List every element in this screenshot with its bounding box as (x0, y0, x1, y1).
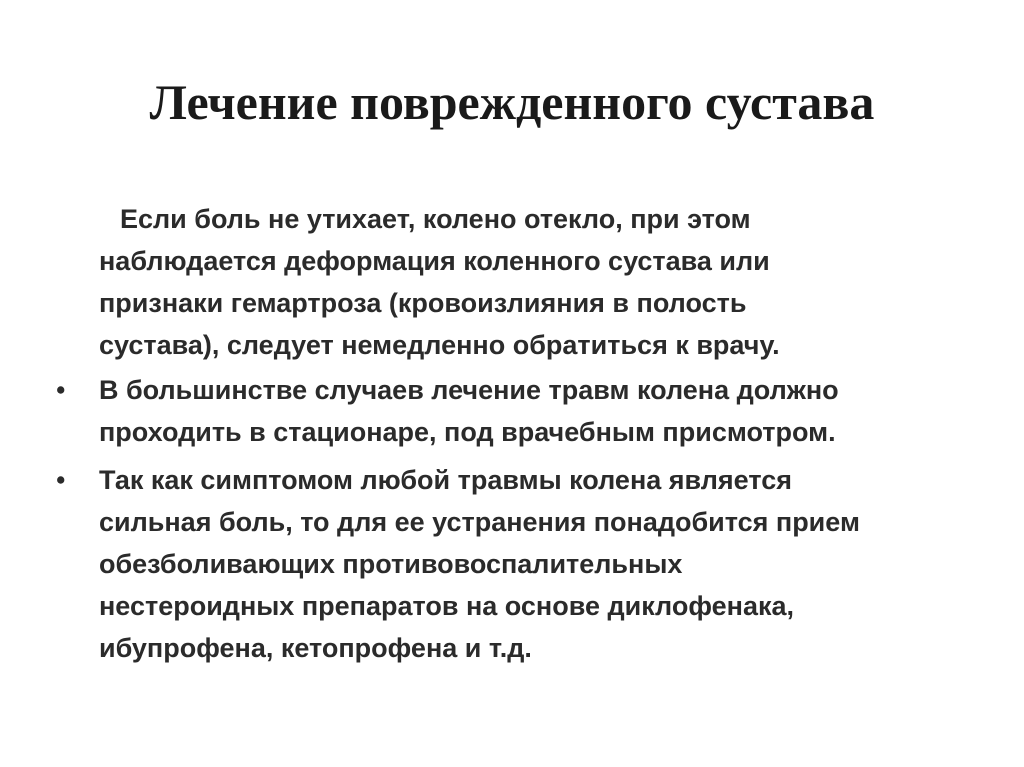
bullet-item (0, 369, 1024, 453)
bullet-line: В большинстве случаев лечение травм колена должно (99, 375, 839, 405)
slide-title: Лечение поврежденного сустава (149, 74, 875, 130)
bullet-line: сильная боль, то для ее устранения понадобится прием (99, 507, 860, 537)
bullet-line: ибупрофена, кетопрофена и т.д. (99, 633, 532, 663)
bullet-item (0, 459, 1024, 669)
bullet-icon: • (56, 465, 66, 495)
intro-line: признаки гемартроза (кровоизлияния в полость (99, 288, 747, 318)
intro-line: Если боль не утихает, колено отекло, при этом (120, 204, 751, 234)
intro-paragraph (0, 198, 1024, 366)
slide-body (0, 198, 1024, 669)
bullet-line: обезболивающих противовоспалительных (99, 549, 683, 579)
bullet-line: нестероидных препаратов на основе диклофенака, (99, 591, 794, 621)
intro-line: наблюдается деформация коленного сустава или (99, 246, 770, 276)
intro-line: сустава), следует немедленно обратиться к врачу. (99, 330, 780, 360)
bullet-line: проходить в стационаре, под врачебным присмотром. (99, 417, 836, 447)
bullet-icon: • (56, 375, 66, 405)
bullet-line: Так как симптомом любой травмы колена является (99, 465, 792, 495)
